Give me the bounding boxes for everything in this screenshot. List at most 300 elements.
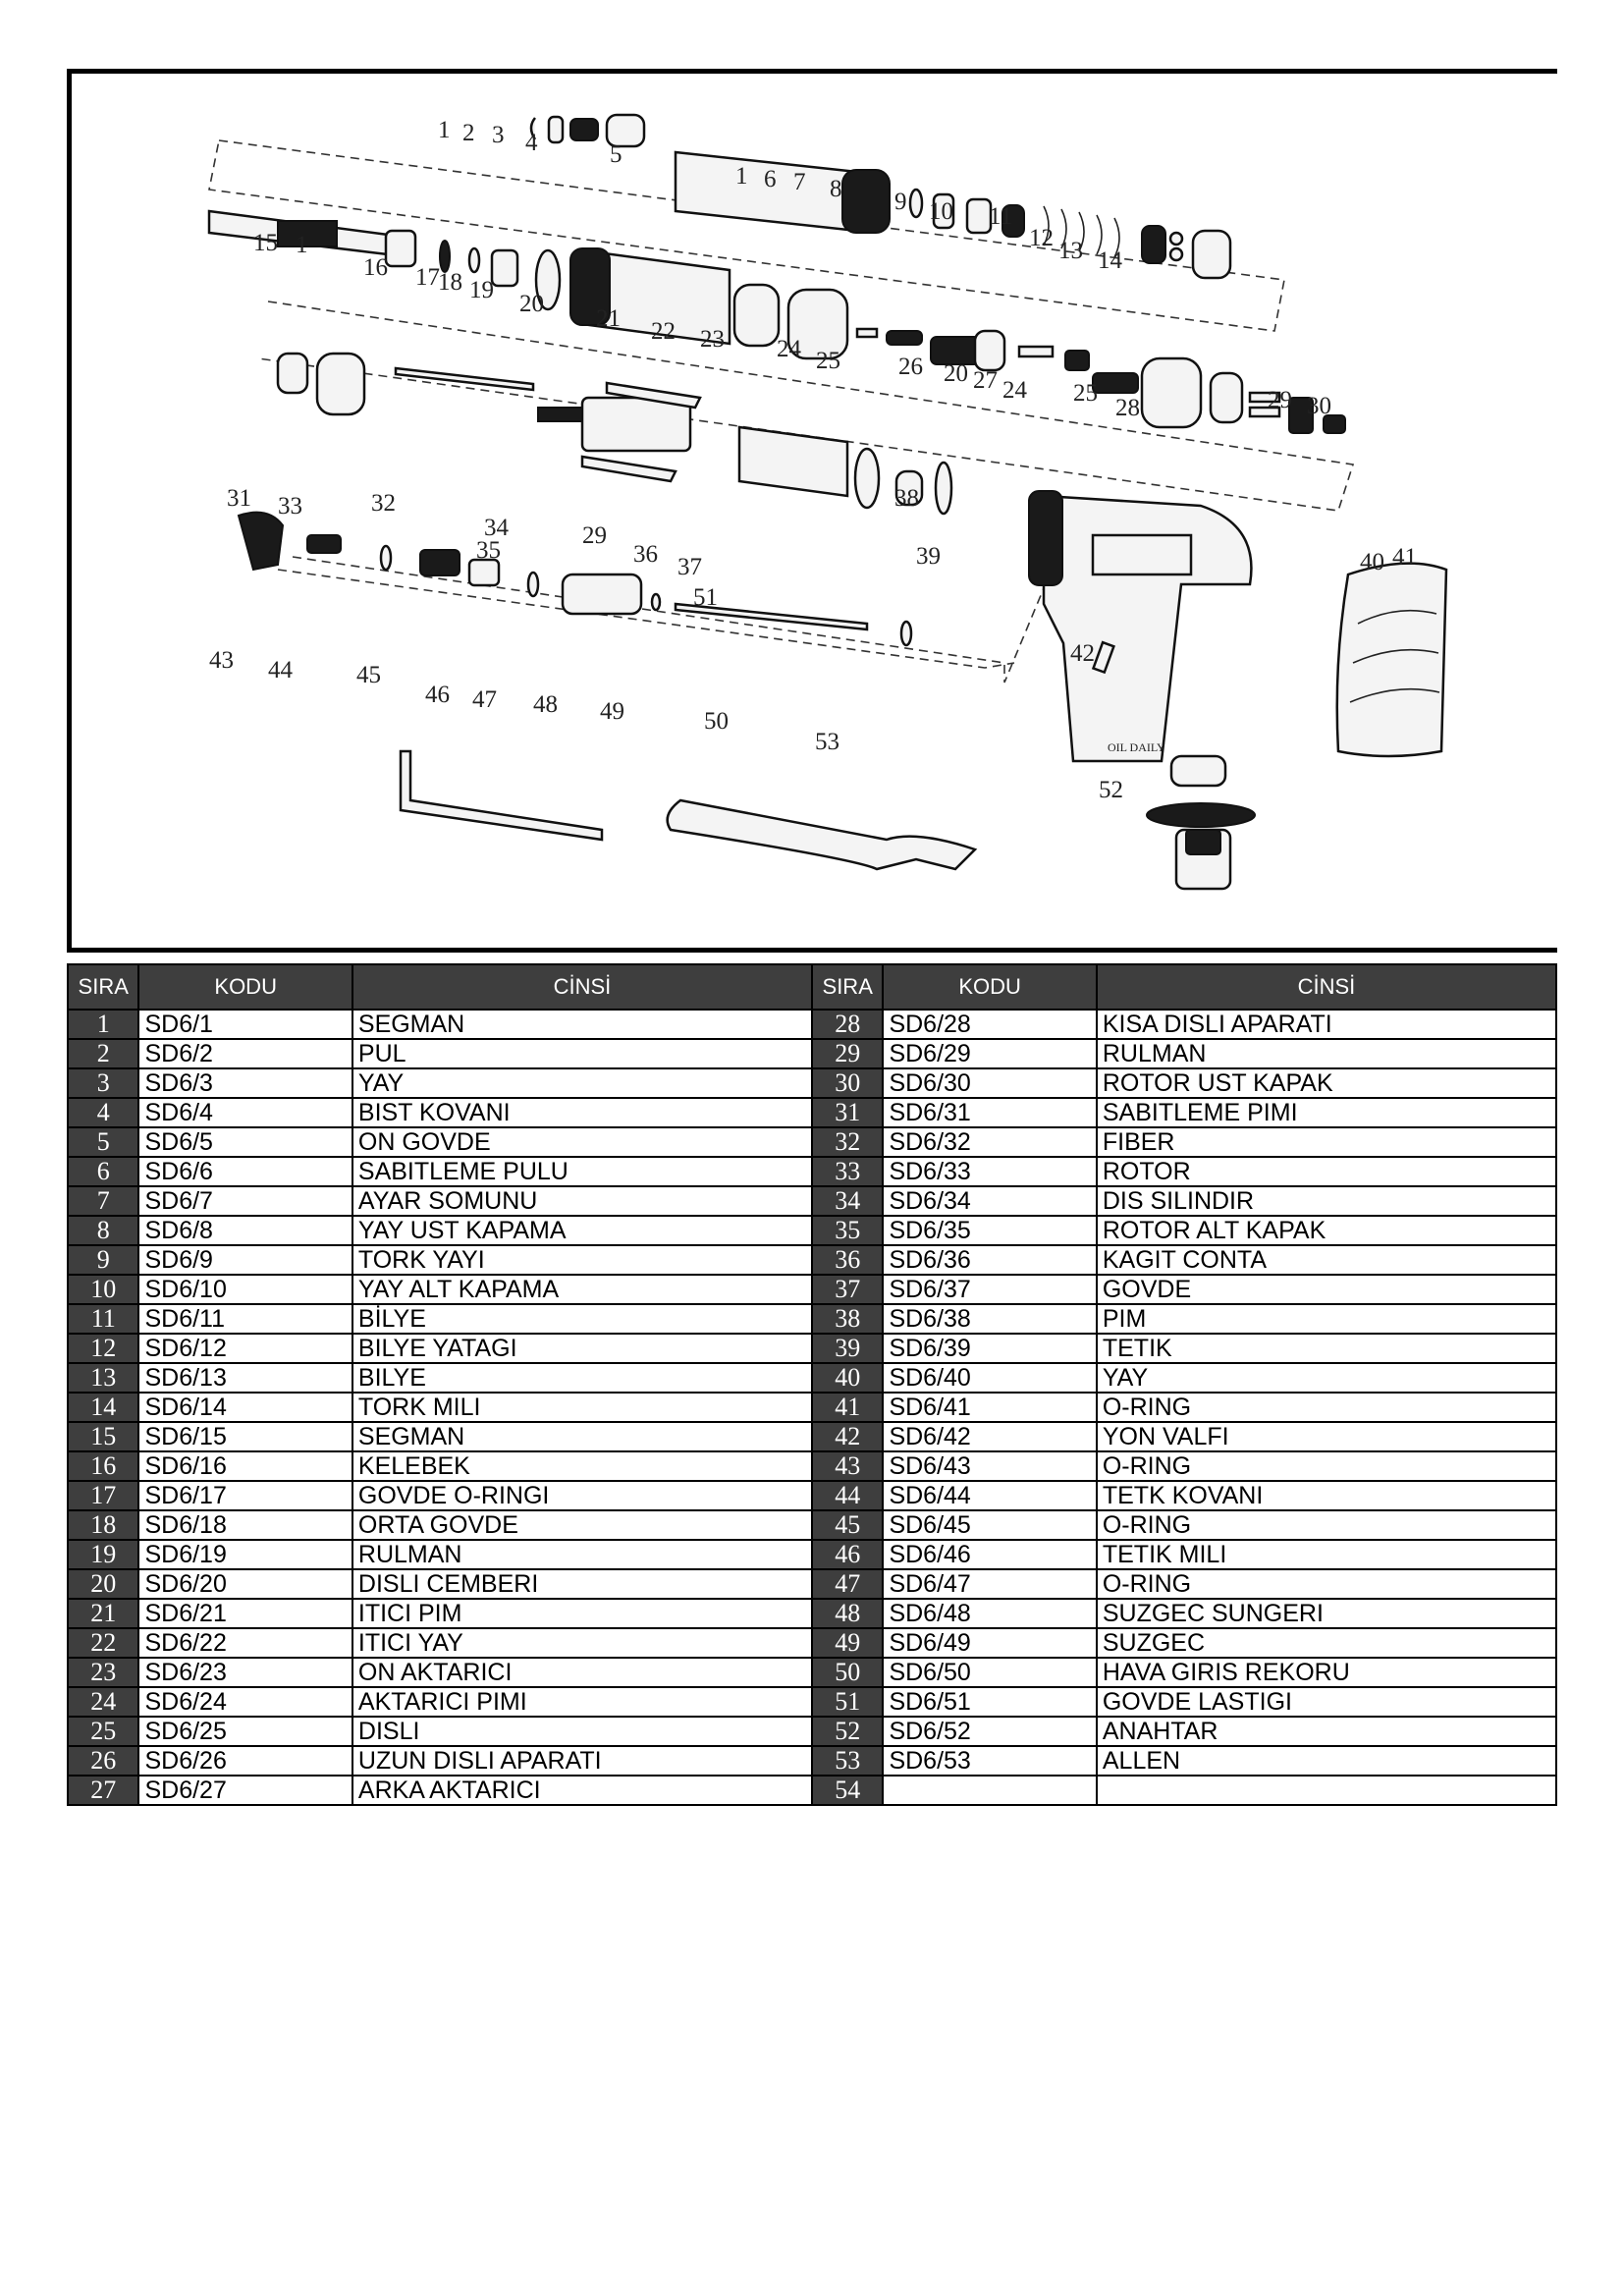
spring-part <box>570 119 598 140</box>
cell-right-cinsi: TETIK MILI <box>1097 1540 1556 1569</box>
outer-cylinder-part <box>739 427 847 496</box>
cell-right-sira: 48 <box>812 1599 883 1628</box>
cell-left-sira: 27 <box>68 1776 138 1805</box>
callout-number: 41 <box>1392 544 1417 571</box>
cell-left-cinsi: DISLI <box>352 1717 812 1746</box>
table-row <box>68 1569 1556 1599</box>
cell-left-sira: 10 <box>68 1275 138 1304</box>
cell-left-sira: 4 <box>68 1098 138 1127</box>
ring-part <box>910 190 922 217</box>
cell-left-sira: 8 <box>68 1216 138 1245</box>
filter-sponge-part <box>1171 756 1225 786</box>
cell-left-kodu: SD6/8 <box>138 1216 352 1245</box>
front-carrier-body <box>975 331 1004 370</box>
table-row <box>68 1245 1556 1275</box>
callout-number: 21 <box>596 305 621 332</box>
cell-left-cinsi: SEGMAN <box>352 1010 812 1039</box>
callout-number: 44 <box>268 657 293 683</box>
cell-right-kodu: SD6/50 <box>883 1658 1096 1687</box>
cell-right-sira: 35 <box>812 1216 883 1245</box>
parts-table <box>67 963 1557 1806</box>
callout-number: 16 <box>363 254 388 281</box>
filter-part <box>1147 803 1255 827</box>
fiber-blade-2-part <box>582 457 676 481</box>
cell-right-cinsi: RULMAN <box>1097 1039 1556 1068</box>
cell-left-cinsi: UZUN DISLI APARATI <box>352 1746 812 1776</box>
cell-right-sira: 46 <box>812 1540 883 1569</box>
cell-left-cinsi: ON GOVDE <box>352 1127 812 1157</box>
cell-right-cinsi: KISA DISLI APARATI <box>1097 1010 1556 1039</box>
callout-number: 25 <box>816 348 840 374</box>
cell-right-sira: 33 <box>812 1157 883 1186</box>
gasket-part <box>936 463 951 514</box>
rotor-top-cap-part <box>317 354 364 414</box>
cell-left-kodu: SD6/7 <box>138 1186 352 1216</box>
cell-left-sira: 5 <box>68 1127 138 1157</box>
cell-left-sira: 14 <box>68 1393 138 1422</box>
callout-number: 8 <box>830 176 842 202</box>
cell-left-kodu: SD6/3 <box>138 1068 352 1098</box>
callout-number: 17 <box>415 264 440 291</box>
cell-left-cinsi: BİLYE <box>352 1304 812 1334</box>
cell-right-sira: 39 <box>812 1334 883 1363</box>
callout-number: 26 <box>898 354 923 380</box>
oring-47-part <box>901 622 911 645</box>
oring-41-part <box>381 546 391 570</box>
cell-right-cinsi: TETIK <box>1097 1334 1556 1363</box>
callout-number: 18 <box>438 269 462 296</box>
cell-right-kodu: SD6/31 <box>883 1098 1096 1127</box>
header-kodu-2: KODU <box>883 964 1096 1010</box>
callout-number: 42 <box>1070 640 1095 667</box>
table-row <box>68 1186 1556 1216</box>
cell-left-kodu: SD6/16 <box>138 1451 352 1481</box>
cell-right-kodu: SD6/28 <box>883 1010 1096 1039</box>
table-row <box>68 1068 1556 1098</box>
gear-ring-2-part <box>1142 358 1201 427</box>
callout-number: 45 <box>356 662 381 688</box>
brand-label: OIL DAILY <box>1108 740 1165 754</box>
cell-left-kodu: SD6/2 <box>138 1039 352 1068</box>
cell-left-cinsi: TORK MILI <box>352 1393 812 1422</box>
cell-right-cinsi: ROTOR UST KAPAK <box>1097 1068 1556 1098</box>
cell-left-cinsi: SEGMAN <box>352 1422 812 1451</box>
cell-right-kodu: SD6/43 <box>883 1451 1096 1481</box>
callout-number: 49 <box>600 698 624 725</box>
cell-left-cinsi: ITICI YAY <box>352 1628 812 1658</box>
callout-number: 3 <box>492 122 505 148</box>
table-row <box>68 1451 1556 1481</box>
cell-right-cinsi: O-RING <box>1097 1451 1556 1481</box>
cell-right-cinsi: PIM <box>1097 1304 1556 1334</box>
cell-left-cinsi: YAY UST KAPAMA <box>352 1216 812 1245</box>
cell-right-kodu: SD6/40 <box>883 1363 1096 1393</box>
cell-right-sira: 47 <box>812 1569 883 1599</box>
cell-left-sira: 24 <box>68 1687 138 1717</box>
cell-right-kodu: SD6/29 <box>883 1039 1096 1068</box>
callout-number: 14 <box>1098 247 1122 274</box>
callout-number: 7 <box>793 169 806 195</box>
cell-left-kodu: SD6/25 <box>138 1717 352 1746</box>
cell-right-sira: 44 <box>812 1481 883 1510</box>
cell-right-cinsi: SUZGEC SUNGERI <box>1097 1599 1556 1628</box>
header-kodu: KODU <box>138 964 352 1010</box>
callout-number: 36 <box>633 541 658 568</box>
cell-right-sira: 30 <box>812 1068 883 1098</box>
cell-left-cinsi: TORK YAYI <box>352 1245 812 1275</box>
table-row <box>68 1334 1556 1363</box>
cell-left-sira: 21 <box>68 1599 138 1628</box>
callout-number: 19 <box>469 277 494 303</box>
long-gear-part <box>1093 373 1138 393</box>
cell-left-sira: 26 <box>68 1746 138 1776</box>
washer-part <box>549 117 563 142</box>
front-body-thread <box>842 170 890 233</box>
cell-left-kodu: SD6/13 <box>138 1363 352 1393</box>
table-header-row <box>68 964 1556 1010</box>
table-row <box>68 1010 1556 1039</box>
cell-left-kodu: SD6/17 <box>138 1481 352 1510</box>
callout-number: 9 <box>894 189 907 215</box>
callout-number: 12 <box>1029 225 1054 251</box>
circlip-2-part <box>440 241 450 272</box>
cell-right-sira: 36 <box>812 1245 883 1275</box>
cell-right-cinsi: GOVDE <box>1097 1275 1556 1304</box>
cell-right-kodu: SD6/44 <box>883 1481 1096 1510</box>
cell-right-cinsi: SUZGEC <box>1097 1628 1556 1658</box>
cell-right-kodu: SD6/48 <box>883 1599 1096 1628</box>
cell-left-kodu: SD6/4 <box>138 1098 352 1127</box>
table-row <box>68 1127 1556 1157</box>
table-row <box>68 1658 1556 1687</box>
cell-right-cinsi: GOVDE LASTIGI <box>1097 1687 1556 1717</box>
cell-left-kodu: SD6/20 <box>138 1569 352 1599</box>
callout-number: 10 <box>929 198 953 225</box>
cell-right-cinsi: FIBER <box>1097 1127 1556 1157</box>
callout-number: 40 <box>1360 549 1384 575</box>
callout-number: 6 <box>764 166 777 192</box>
cell-right-kodu <box>883 1776 1096 1805</box>
cell-right-kodu: SD6/33 <box>883 1157 1096 1186</box>
header-sira-2: SIRA <box>812 964 883 1010</box>
callout-number: 24 <box>1002 377 1027 404</box>
housing-thread <box>1029 491 1062 585</box>
cell-right-cinsi: O-RING <box>1097 1510 1556 1540</box>
cell-right-sira: 50 <box>812 1658 883 1687</box>
cell-right-sira: 42 <box>812 1422 883 1451</box>
table-row <box>68 1422 1556 1451</box>
callout-number: 5 <box>610 141 623 168</box>
table-row <box>68 1157 1556 1186</box>
cell-right-cinsi: ROTOR <box>1097 1157 1556 1186</box>
cell-right-kodu: SD6/39 <box>883 1334 1096 1363</box>
cell-left-kodu: SD6/12 <box>138 1334 352 1363</box>
cell-left-cinsi: GOVDE O-RINGI <box>352 1481 812 1510</box>
shaft-collar-part <box>386 231 415 266</box>
callout-number: 11 <box>989 203 1013 230</box>
cell-left-kodu: SD6/22 <box>138 1628 352 1658</box>
callout-number: 20 <box>519 291 544 317</box>
cell-left-cinsi: BILYE YATAGI <box>352 1334 812 1363</box>
cell-left-kodu: SD6/24 <box>138 1687 352 1717</box>
cell-left-kodu: SD6/15 <box>138 1422 352 1451</box>
callout-number: 31 <box>227 485 251 512</box>
cell-left-cinsi: DISLI CEMBERI <box>352 1569 812 1599</box>
callout-number: 34 <box>484 515 509 541</box>
table-row <box>68 1216 1556 1245</box>
grip-part <box>1337 564 1446 756</box>
cell-right-kodu: SD6/53 <box>883 1746 1096 1776</box>
rotor-bottom-cap-part <box>855 449 879 508</box>
cell-right-cinsi: ROTOR ALT KAPAK <box>1097 1216 1556 1245</box>
cell-right-kodu: SD6/49 <box>883 1628 1096 1658</box>
cell-right-kodu: SD6/38 <box>883 1304 1096 1334</box>
cell-right-cinsi: SABITLEME PIMI <box>1097 1098 1556 1127</box>
cell-left-kodu: SD6/5 <box>138 1127 352 1157</box>
cell-left-sira: 23 <box>68 1658 138 1687</box>
callout-number: 33 <box>278 493 302 519</box>
cell-right-cinsi: ALLEN <box>1097 1746 1556 1776</box>
push-pin-part <box>857 329 877 337</box>
oring-45-part <box>652 594 660 610</box>
cell-left-kodu: SD6/1 <box>138 1010 352 1039</box>
housing-window <box>1093 535 1191 574</box>
assembly-outline-handle <box>278 570 1014 668</box>
callout-number: 1 <box>296 232 308 258</box>
cell-left-cinsi: BILYE <box>352 1363 812 1393</box>
table-row <box>68 1481 1556 1510</box>
clutch-dog-part <box>492 250 517 286</box>
cell-left-cinsi: YAY <box>352 1068 812 1098</box>
callout-number: 32 <box>371 490 396 517</box>
cell-left-cinsi: RULMAN <box>352 1540 812 1569</box>
cell-left-cinsi: SABITLEME PULU <box>352 1157 812 1186</box>
cell-left-cinsi: PUL <box>352 1039 812 1068</box>
callout-number: 24 <box>777 336 801 362</box>
trigger-part <box>239 513 283 570</box>
cell-left-kodu: SD6/21 <box>138 1599 352 1628</box>
cell-left-kodu: SD6/26 <box>138 1746 352 1776</box>
callout-number: 15 <box>253 230 278 256</box>
reverse-valve-part <box>420 550 460 575</box>
cell-right-kodu: SD6/46 <box>883 1540 1096 1569</box>
cell-left-cinsi: ORTA GOVDE <box>352 1510 812 1540</box>
cell-left-kodu: SD6/23 <box>138 1658 352 1687</box>
cell-left-cinsi: KELEBEK <box>352 1451 812 1481</box>
cell-left-sira: 25 <box>68 1717 138 1746</box>
cell-left-sira: 12 <box>68 1334 138 1363</box>
cell-left-sira: 16 <box>68 1451 138 1481</box>
cell-left-kodu: SD6/18 <box>138 1510 352 1540</box>
table-row <box>68 1540 1556 1569</box>
table-row <box>68 1098 1556 1127</box>
cell-left-sira: 18 <box>68 1510 138 1540</box>
table-row <box>68 1363 1556 1393</box>
cell-right-sira: 53 <box>812 1746 883 1776</box>
table-row <box>68 1304 1556 1334</box>
cell-right-kodu: SD6/42 <box>883 1422 1096 1451</box>
callout-number: 38 <box>894 485 919 512</box>
header-cinsi: CİNSİ <box>352 964 812 1010</box>
cell-right-cinsi: TETK KOVANI <box>1097 1481 1556 1510</box>
push-spring-part <box>887 331 922 345</box>
header-sira: SIRA <box>68 964 138 1010</box>
callout-number: 39 <box>916 543 941 570</box>
cell-right-sira: 40 <box>812 1363 883 1393</box>
cell-left-kodu: SD6/10 <box>138 1275 352 1304</box>
cell-left-kodu: SD6/11 <box>138 1304 352 1334</box>
cell-right-sira: 41 <box>812 1393 883 1422</box>
air-inlet-thread <box>1186 830 1220 854</box>
cell-left-kodu: SD6/27 <box>138 1776 352 1805</box>
cell-right-sira: 31 <box>812 1098 883 1127</box>
cell-right-sira: 52 <box>812 1717 883 1746</box>
top-row-parts <box>531 115 1230 278</box>
cell-right-sira: 54 <box>812 1776 883 1805</box>
ball-part <box>1170 233 1182 245</box>
cell-right-kodu: SD6/35 <box>883 1216 1096 1245</box>
callout-number: 37 <box>677 554 702 580</box>
diagram-svg <box>72 74 1562 957</box>
rear-carrier-part <box>1211 373 1242 422</box>
callout-number: 51 <box>693 584 718 611</box>
callout-number: 27 <box>973 367 998 394</box>
table-row <box>68 1746 1556 1776</box>
cell-left-cinsi: ITICI PIM <box>352 1599 812 1628</box>
cell-right-sira: 38 <box>812 1304 883 1334</box>
oring-43-part <box>528 573 538 596</box>
tools-and-filter <box>401 751 1255 889</box>
cell-right-kodu: SD6/36 <box>883 1245 1096 1275</box>
callout-number: 52 <box>1099 777 1123 803</box>
table-row <box>68 1275 1556 1304</box>
callout-number: 25 <box>1073 380 1098 407</box>
callout-number: 22 <box>651 318 676 345</box>
cell-left-sira: 1 <box>68 1010 138 1039</box>
callout-number: 43 <box>209 647 234 674</box>
cell-left-kodu: SD6/19 <box>138 1540 352 1569</box>
exploded-view-diagram <box>67 69 1557 953</box>
table-row <box>68 1776 1556 1805</box>
cell-right-kodu: SD6/41 <box>883 1393 1096 1422</box>
callout-number: 29 <box>582 522 607 549</box>
ball-part-2 <box>1170 248 1182 260</box>
gear-part <box>1065 351 1089 370</box>
cell-right-sira: 37 <box>812 1275 883 1304</box>
callout-number: 53 <box>815 729 839 755</box>
callout-number: 50 <box>704 708 729 735</box>
cell-left-cinsi: AKTARICI PIMI <box>352 1687 812 1717</box>
cell-right-sira: 45 <box>812 1510 883 1540</box>
cell-right-cinsi <box>1097 1776 1556 1805</box>
cell-right-sira: 29 <box>812 1039 883 1068</box>
rotor-part <box>582 398 690 451</box>
cell-left-cinsi: BIST KOVANI <box>352 1098 812 1127</box>
carrier-pin-part <box>1019 347 1053 356</box>
callout-number: 28 <box>1115 395 1140 421</box>
cell-right-cinsi: O-RING <box>1097 1569 1556 1599</box>
cell-right-kodu: SD6/37 <box>883 1275 1096 1304</box>
cell-left-sira: 3 <box>68 1068 138 1098</box>
cell-right-sira: 34 <box>812 1186 883 1216</box>
cell-right-sira: 49 <box>812 1628 883 1658</box>
table-row <box>68 1628 1556 1658</box>
cell-left-sira: 15 <box>68 1422 138 1451</box>
cell-right-sira: 51 <box>812 1687 883 1717</box>
cell-right-cinsi: KAGIT CONTA <box>1097 1245 1556 1275</box>
table-row <box>68 1393 1556 1422</box>
callout-number: 1 <box>735 163 748 190</box>
fixing-pin-part <box>396 368 533 390</box>
rotor-shaft-part <box>538 408 587 421</box>
cell-left-sira: 17 <box>68 1481 138 1510</box>
ball-bearing-seat-part <box>1193 231 1230 278</box>
table-row <box>68 1599 1556 1628</box>
cell-left-sira: 2 <box>68 1039 138 1068</box>
cell-left-sira: 13 <box>68 1363 138 1393</box>
table-row <box>68 1717 1556 1746</box>
table-row <box>68 1510 1556 1540</box>
cell-right-kodu: SD6/51 <box>883 1687 1096 1717</box>
callout-number: 13 <box>1058 238 1083 264</box>
wrench-part <box>668 800 975 869</box>
cell-left-sira: 20 <box>68 1569 138 1599</box>
bearing-2-part <box>278 354 307 393</box>
cell-left-cinsi: AYAR SOMUNU <box>352 1186 812 1216</box>
cell-right-kodu: SD6/34 <box>883 1186 1096 1216</box>
circlip-3-part <box>469 248 479 272</box>
table-row <box>68 1039 1556 1068</box>
cell-left-kodu: SD6/14 <box>138 1393 352 1422</box>
callout-number: 29 <box>1268 387 1292 413</box>
trigger-sleeve-part <box>563 574 641 614</box>
callout-number: 4 <box>525 130 538 156</box>
adjust-nut-part <box>967 199 991 233</box>
cell-right-cinsi: YON VALFI <box>1097 1422 1556 1451</box>
cell-left-sira: 9 <box>68 1245 138 1275</box>
allen-key-part <box>401 751 602 840</box>
cell-right-sira: 43 <box>812 1451 883 1481</box>
cell-right-sira: 28 <box>812 1010 883 1039</box>
cell-right-kodu: SD6/30 <box>883 1068 1096 1098</box>
callout-number: 47 <box>472 686 497 713</box>
spring-bottom-cap-part <box>1142 226 1165 263</box>
header-cinsi-2: CİNSİ <box>1097 964 1556 1010</box>
parts-table-body <box>68 1010 1556 1805</box>
cell-right-cinsi: ANAHTAR <box>1097 1717 1556 1746</box>
cell-right-kodu: SD6/45 <box>883 1510 1096 1540</box>
callout-number: 2 <box>462 120 475 146</box>
assembly-outline-lower <box>293 557 1132 683</box>
cell-right-sira: 32 <box>812 1127 883 1157</box>
cell-right-cinsi: YAY <box>1097 1363 1556 1393</box>
housing-parts <box>1029 491 1446 761</box>
cell-right-kodu: SD6/32 <box>883 1127 1096 1157</box>
callout-number: 23 <box>700 326 725 353</box>
cell-right-kodu: SD6/47 <box>883 1569 1096 1599</box>
callout-number: 30 <box>1307 393 1331 419</box>
cell-left-kodu: SD6/9 <box>138 1245 352 1275</box>
cell-left-kodu: SD6/6 <box>138 1157 352 1186</box>
cell-left-sira: 6 <box>68 1157 138 1186</box>
table-row <box>68 1687 1556 1717</box>
callout-number: 1 <box>438 117 451 143</box>
callout-number: 20 <box>944 360 968 387</box>
cell-left-sira: 7 <box>68 1186 138 1216</box>
cell-right-cinsi: O-RING <box>1097 1393 1556 1422</box>
bearing-part <box>734 285 779 346</box>
trigger-spring-part <box>307 535 341 553</box>
